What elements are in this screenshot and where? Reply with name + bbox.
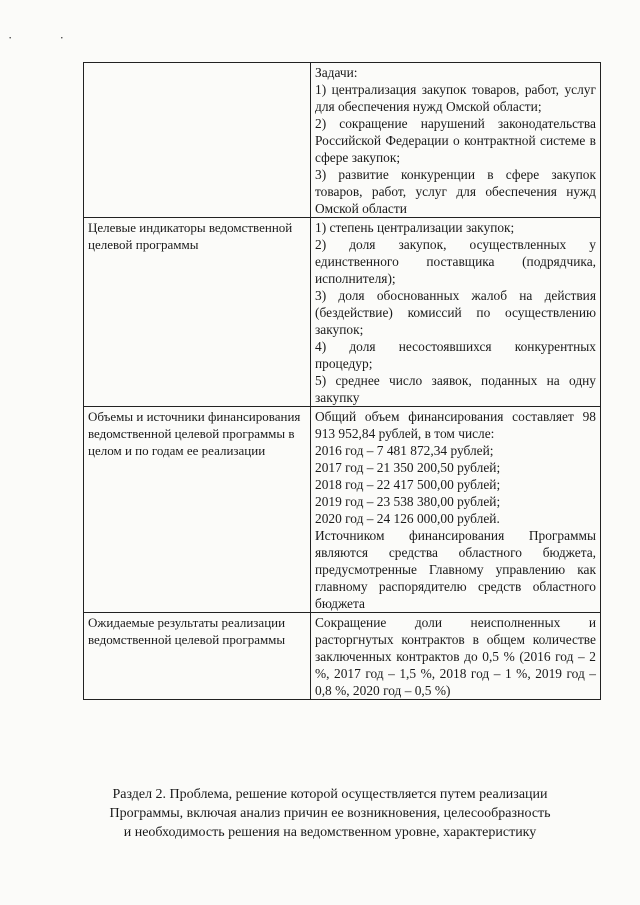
value-line: 3) развитие конкуренции в сфере закупок товаров, работ, услуг для обеспечения нужд Омской области (315, 167, 596, 216)
row-label (84, 63, 311, 218)
value-line: Сокращение доли неисполненных и расторгнутых контрактов в общем количестве заключенных контрактов до 0,5 % (2016 год – 2 %, 2017 год – 1,5 %, 2018 год – 1 %, 2019 год – 0,8 %, 2020 год – 0,5 %) (315, 615, 596, 698)
value-line: 2) доля закупок, осуществленных у единственного поставщика (подрядчика, исполнителя); (315, 237, 596, 286)
row-value (311, 63, 601, 218)
program-passport-table (83, 62, 601, 700)
section-heading-line: Программы, включая анализ причин ее возникновения, целесообразность (109, 806, 551, 821)
row-label: Объемы и источники финансирования ведомственной целевой программы в целом и по годам ее реализации (84, 407, 311, 613)
value-line: 2017 год – 21 350 200,50 рублей; (315, 460, 501, 475)
table-row (84, 407, 601, 613)
section-heading-line: Раздел 2. Проблема, решение которой осуществляется путем реализации (112, 787, 548, 802)
value-line: 4) доля несостоявшихся конкурентных процедур; (315, 339, 596, 371)
row-value (311, 218, 601, 407)
row-value (311, 613, 601, 700)
row-label: Целевые индикаторы ведомственной целевой программы (84, 218, 311, 407)
table-row (84, 218, 601, 407)
value-line: 3) доля обоснованных жалоб на действия (бездействие) комиссий по осуществлению закупок; (315, 288, 596, 337)
section-heading (60, 785, 600, 842)
value-line: 5) среднее число заявок, поданных на одну закупку (315, 373, 596, 405)
value-line: 2) сокращение нарушений законодательства Российской Федерации о контрактной системе в сфере закупок; (315, 116, 596, 165)
value-line: 2016 год – 7 481 872,34 рублей; (315, 443, 494, 458)
row-label: Ожидаемые результаты реализации ведомственной целевой программы (84, 613, 311, 700)
value-line: 2018 год – 22 417 500,00 рублей; (315, 477, 501, 492)
value-line: Задачи: (315, 65, 358, 80)
scan-specks: · · (8, 30, 86, 45)
value-line: Источником финансирования Программы являются средства областного бюджета, предусмотренные Главному управлению как главному распорядителю средств областного бюджета (315, 528, 596, 611)
section-heading-line: и необходимость решения на ведомственном уровне, характеристику (123, 825, 537, 840)
table-row (84, 613, 601, 700)
value-line: Общий объем финансирования составляет 98 913 952,84 рублей, в том числе: (315, 409, 596, 441)
value-line: 2019 год – 23 538 380,00 рублей; (315, 494, 501, 509)
value-line: 1) степень централизации закупок; (315, 220, 515, 235)
value-line: 2020 год – 24 126 000,00 рублей. (315, 511, 500, 526)
value-line: 1) централизация закупок товаров, работ, услуг для обеспечения нужд Омской области; (315, 82, 596, 114)
row-value (311, 407, 601, 613)
table-row (84, 63, 601, 218)
